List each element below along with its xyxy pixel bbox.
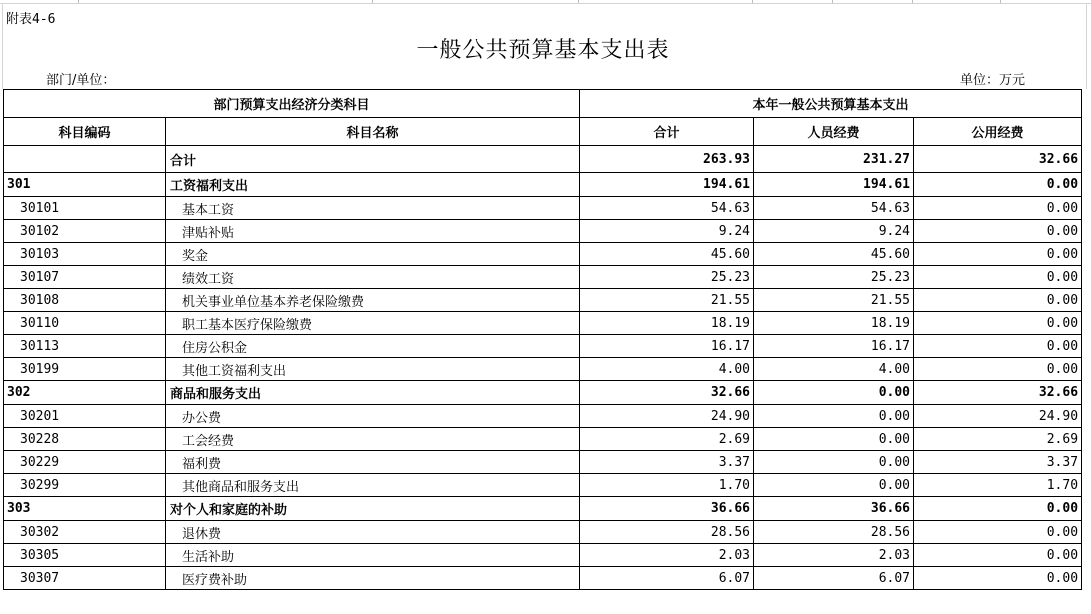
cell-name: 机关事业单位基本养老保险缴费 xyxy=(166,289,580,312)
cell-public: 0.00 xyxy=(914,289,1082,312)
cell-code: 30102 xyxy=(4,220,166,243)
total-row xyxy=(4,146,1082,173)
cell-total: 194.61 xyxy=(580,173,754,197)
item-row xyxy=(4,243,1082,266)
item-row xyxy=(4,451,1082,474)
cell-name: 住房公积金 xyxy=(166,335,580,358)
cell-code: 30228 xyxy=(4,428,166,451)
header-name: 科目名称 xyxy=(166,118,580,146)
item-row xyxy=(4,405,1082,428)
cell-code: 302 xyxy=(4,381,166,405)
cell-total: 18.19 xyxy=(580,312,754,335)
cell-total: 2.69 xyxy=(580,428,754,451)
cell-total: 3.37 xyxy=(580,451,754,474)
item-row xyxy=(4,521,1082,544)
cell-code: 30229 xyxy=(4,451,166,474)
category-row xyxy=(4,381,1082,405)
cell-name: 医疗费补助 xyxy=(166,567,580,590)
item-row xyxy=(4,544,1082,567)
header-public: 公用经费 xyxy=(914,118,1082,146)
cell-public: 32.66 xyxy=(914,146,1082,173)
cell-name: 办公费 xyxy=(166,405,580,428)
cell-code: 30107 xyxy=(4,266,166,289)
category-row xyxy=(4,497,1082,521)
cell-name: 福利费 xyxy=(166,451,580,474)
item-row xyxy=(4,358,1082,381)
attachment-label: 附表4-6 xyxy=(6,12,56,27)
cell-total: 54.63 xyxy=(580,197,754,220)
cell-code: 30305 xyxy=(4,544,166,567)
cell-code: 30201 xyxy=(4,405,166,428)
item-row xyxy=(4,335,1082,358)
cell-name: 奖金 xyxy=(166,243,580,266)
cell-code xyxy=(4,146,166,173)
cell-total: 32.66 xyxy=(580,381,754,405)
item-row xyxy=(4,197,1082,220)
cell-personnel: 0.00 xyxy=(754,381,914,405)
cell-total: 1.70 xyxy=(580,474,754,497)
cell-personnel: 36.66 xyxy=(754,497,914,521)
cell-name: 其他商品和服务支出 xyxy=(166,474,580,497)
cell-personnel: 6.07 xyxy=(754,567,914,590)
cell-personnel: 231.27 xyxy=(754,146,914,173)
cell-name: 津贴补贴 xyxy=(166,220,580,243)
cell-code: 30101 xyxy=(4,197,166,220)
cell-code: 30108 xyxy=(4,289,166,312)
cell-public: 2.69 xyxy=(914,428,1082,451)
item-row xyxy=(4,266,1082,289)
cell-total: 21.55 xyxy=(580,289,754,312)
cell-code: 303 xyxy=(4,497,166,521)
cell-personnel: 4.00 xyxy=(754,358,914,381)
cell-personnel: 25.23 xyxy=(754,266,914,289)
cell-code: 30307 xyxy=(4,567,166,590)
cell-total: 25.23 xyxy=(580,266,754,289)
cell-public: 32.66 xyxy=(914,381,1082,405)
cell-total: 263.93 xyxy=(580,146,754,173)
cell-name: 退休费 xyxy=(166,521,580,544)
cell-personnel: 45.60 xyxy=(754,243,914,266)
cell-public: 0.00 xyxy=(914,312,1082,335)
cell-public: 0.00 xyxy=(914,335,1082,358)
category-row xyxy=(4,173,1082,197)
cell-personnel: 9.24 xyxy=(754,220,914,243)
cell-public: 0.00 xyxy=(914,220,1082,243)
cell-public: 0.00 xyxy=(914,567,1082,590)
header-group-left: 部门预算支出经济分类科目 xyxy=(4,90,580,118)
cell-code: 30302 xyxy=(4,521,166,544)
cell-personnel: 194.61 xyxy=(754,173,914,197)
cell-code: 30110 xyxy=(4,312,166,335)
cell-total: 36.66 xyxy=(580,497,754,521)
cell-name: 其他工资福利支出 xyxy=(166,358,580,381)
cell-total: 16.17 xyxy=(580,335,754,358)
item-row xyxy=(4,567,1082,590)
item-row xyxy=(4,289,1082,312)
cell-total: 6.07 xyxy=(580,567,754,590)
cell-public: 1.70 xyxy=(914,474,1082,497)
cell-total: 24.90 xyxy=(580,405,754,428)
cell-total: 4.00 xyxy=(580,358,754,381)
cell-personnel: 54.63 xyxy=(754,197,914,220)
cell-total: 28.56 xyxy=(580,521,754,544)
cell-public: 24.90 xyxy=(914,405,1082,428)
header-personnel: 人员经费 xyxy=(754,118,914,146)
header-total: 合计 xyxy=(580,118,754,146)
cell-public: 0.00 xyxy=(914,266,1082,289)
header-group-right: 本年一般公共预算基本支出 xyxy=(580,90,1082,118)
cell-name: 合计 xyxy=(166,146,580,173)
cell-personnel: 28.56 xyxy=(754,521,914,544)
cell-personnel: 0.00 xyxy=(754,405,914,428)
cell-code: 30299 xyxy=(4,474,166,497)
cell-code: 301 xyxy=(4,173,166,197)
cell-personnel: 0.00 xyxy=(754,474,914,497)
cell-personnel: 2.03 xyxy=(754,544,914,567)
cell-personnel: 0.00 xyxy=(754,428,914,451)
cell-public: 0.00 xyxy=(914,358,1082,381)
cell-name: 工会经费 xyxy=(166,428,580,451)
cell-code: 30103 xyxy=(4,243,166,266)
cell-public: 3.37 xyxy=(914,451,1082,474)
cell-name: 生活补助 xyxy=(166,544,580,567)
cell-total: 9.24 xyxy=(580,220,754,243)
item-row xyxy=(4,428,1082,451)
item-row xyxy=(4,220,1082,243)
cell-personnel: 0.00 xyxy=(754,451,914,474)
cell-public: 0.00 xyxy=(914,197,1082,220)
cell-public: 0.00 xyxy=(914,521,1082,544)
cell-name: 职工基本医疗保险缴费 xyxy=(166,312,580,335)
cell-personnel: 18.19 xyxy=(754,312,914,335)
cell-public: 0.00 xyxy=(914,497,1082,521)
cell-name: 对个人和家庭的补助 xyxy=(166,497,580,521)
cell-total: 45.60 xyxy=(580,243,754,266)
cell-name: 商品和服务支出 xyxy=(166,381,580,405)
page-title: 一般公共预算基本支出表 xyxy=(416,38,670,63)
cell-personnel: 16.17 xyxy=(754,335,914,358)
cell-personnel: 21.55 xyxy=(754,289,914,312)
item-row xyxy=(4,474,1082,497)
cell-name: 绩效工资 xyxy=(166,266,580,289)
cell-total: 2.03 xyxy=(580,544,754,567)
cell-public: 0.00 xyxy=(914,544,1082,567)
header-code: 科目编码 xyxy=(4,118,166,146)
department-label: 部门/单位： xyxy=(46,73,116,88)
unit-label: 单位：万元 xyxy=(960,73,1026,88)
cell-public: 0.00 xyxy=(914,173,1082,197)
cell-name: 工资福利支出 xyxy=(166,173,580,197)
item-row xyxy=(4,312,1082,335)
cell-name: 基本工资 xyxy=(166,197,580,220)
spreadsheet-top-edge xyxy=(0,0,1091,4)
cell-public: 0.00 xyxy=(914,243,1082,266)
cell-code: 30113 xyxy=(4,335,166,358)
sheet-right-gridline xyxy=(1086,3,1087,89)
cell-code: 30199 xyxy=(4,358,166,381)
budget-table xyxy=(3,89,1082,590)
